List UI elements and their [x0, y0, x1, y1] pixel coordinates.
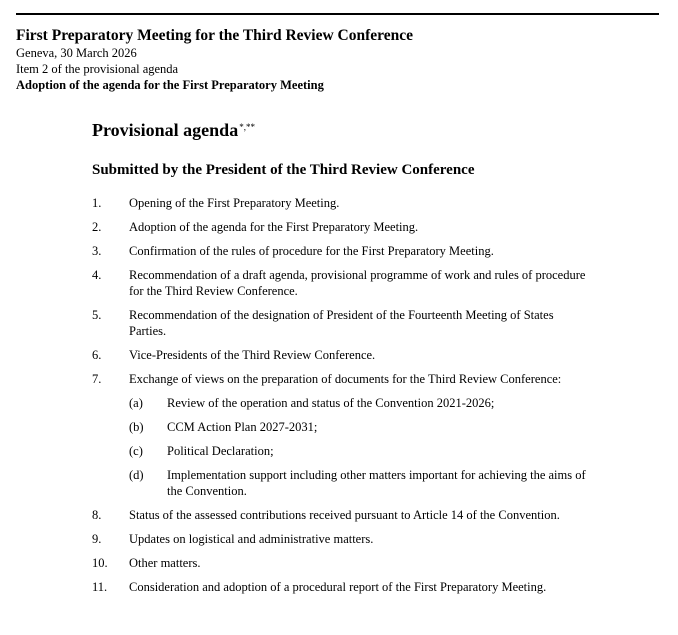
agenda-subitem [129, 443, 592, 459]
agenda-subitem-letter: (a) [129, 396, 143, 410]
agenda-subitem [129, 419, 592, 435]
location-date: Geneva, 30 March 2026 [16, 46, 137, 60]
agenda-item [92, 347, 592, 363]
document-title: Provisional agenda [92, 120, 239, 140]
agenda-subitem-text: Political Declaration; [167, 444, 274, 458]
agenda-item-text: Adoption of the agenda for the First Preparatory Meeting. [129, 220, 419, 234]
agenda-item [92, 531, 592, 547]
agenda-item-number: 10. [92, 556, 108, 570]
agenda-item-text: Recommendation of the designation of President of the Fourteenth Meeting of States Parties. [129, 308, 554, 338]
agenda-item [92, 195, 592, 211]
agenda-item [92, 579, 592, 595]
agenda-item-number: 1. [92, 196, 102, 210]
agenda-subitem-letter: (d) [129, 468, 144, 482]
agenda-list [92, 195, 592, 603]
document-title-block [92, 116, 255, 141]
agenda-item-number: 7. [92, 372, 102, 386]
agenda-subitem-list [129, 395, 592, 499]
agenda-item-title: Adoption of the agenda for the First Preparatory Meeting [16, 78, 324, 92]
agenda-subitem [129, 395, 592, 411]
agenda-subitem-text: CCM Action Plan 2027-2031; [167, 420, 318, 434]
agenda-item-number: 5. [92, 308, 102, 322]
agenda-subitem-text: Review of the operation and status of the Convention 2021-2026; [167, 396, 495, 410]
agenda-item [92, 243, 592, 259]
agenda-item [92, 555, 592, 571]
agenda-item [92, 507, 592, 523]
agenda-item-text: Confirmation of the rules of procedure for the First Preparatory Meeting. [129, 244, 494, 258]
agenda-item-text: Updates on logistical and administrative matters. [129, 532, 374, 546]
agenda-item-text: Recommendation of a draft agenda, provisional programme of work and rules of procedure for the Third Review Conference. [129, 268, 586, 298]
agenda-item [92, 219, 592, 235]
agenda-item-number: 6. [92, 348, 102, 362]
agenda-subitem [129, 467, 592, 499]
agenda-item [92, 267, 592, 299]
document-header [16, 27, 656, 93]
agenda-item-reference: Item 2 of the provisional agenda [16, 62, 179, 76]
agenda-item-text: Status of the assessed contributions received pursuant to Article 14 of the Convention. [129, 508, 560, 522]
meeting-title: First Preparatory Meeting for the Third Review Conference [16, 27, 414, 44]
agenda-subitem-letter: (c) [129, 444, 143, 458]
agenda-item-number: 9. [92, 532, 102, 546]
agenda-subitem-letter: (b) [129, 420, 144, 434]
title-footnote-marks: *,** [239, 122, 255, 132]
agenda-item-number: 8. [92, 508, 102, 522]
agenda-item-text: Other matters. [129, 556, 201, 570]
agenda-item-number: 11. [92, 580, 108, 594]
agenda-item [92, 371, 592, 499]
agenda-item-text: Exchange of views on the preparation of documents for the Third Review Conference: [129, 372, 562, 386]
agenda-item-text: Consideration and adoption of a procedural report of the First Preparatory Meeting. [129, 580, 547, 594]
agenda-item-text: Opening of the First Preparatory Meeting. [129, 196, 340, 210]
agenda-item-number: 2. [92, 220, 102, 234]
agenda-item-number: 4. [92, 268, 102, 282]
agenda-item-number: 3. [92, 244, 102, 258]
agenda-item-text: Vice-Presidents of the Third Review Conference. [129, 348, 376, 362]
agenda-item [92, 307, 592, 339]
header-rule [16, 13, 659, 15]
document-subtitle: Submitted by the President of the Third Review Conference [92, 162, 475, 178]
agenda-subitem-text: Implementation support including other matters important for achieving the aims of the Convention. [167, 468, 586, 498]
